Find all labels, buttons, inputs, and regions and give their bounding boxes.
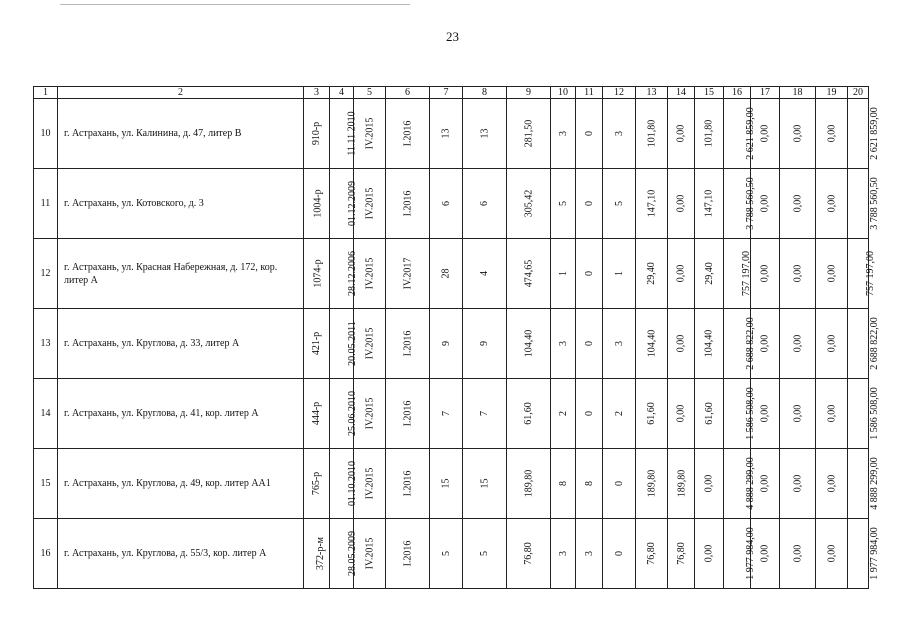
cell-value: 01.10.2010 (347, 461, 358, 506)
table-cell (636, 99, 668, 169)
table-cell (386, 449, 430, 519)
column-number-cell: 17 (751, 87, 780, 99)
page-number: 23 (446, 29, 459, 44)
cell-value: 20.05.2011 (346, 321, 358, 366)
cell-value: 6 (479, 201, 490, 206)
column-number-cell: 10 (551, 87, 576, 99)
cell-value: 0,00 (703, 544, 715, 563)
cell-value: 0,00 (826, 124, 837, 143)
table-cell (354, 449, 386, 519)
cell-value: 13 (440, 128, 452, 139)
table-cell (551, 169, 576, 239)
column-number-cell: 3 (304, 87, 330, 99)
cell-value: 5 (557, 201, 569, 206)
cell-value: 0,00 (759, 334, 771, 353)
column-number-cell: 18 (780, 87, 816, 99)
cell-value: 3 (583, 551, 595, 556)
table-cell (636, 169, 668, 239)
cell-value: 15 (440, 478, 452, 489)
table-cell (386, 519, 430, 589)
table-cell (576, 309, 603, 379)
cell-value: 4 (479, 271, 490, 276)
table-cell (636, 449, 668, 519)
cell-value: IV.2015 (364, 467, 376, 500)
table-cell (354, 239, 386, 309)
cell-value: 2 688 822,00 (868, 317, 880, 370)
table-cell (668, 169, 695, 239)
cell-value: 1 586 508,00 (868, 387, 880, 440)
cell-value: 4 888 299,00 (868, 457, 880, 510)
cell-value: 0,00 (792, 264, 803, 283)
table-cell (507, 169, 551, 239)
column-number-cell: 16 (724, 87, 751, 99)
table-cell (304, 169, 330, 239)
row-number-cell: 10 (34, 99, 58, 169)
address-cell: г. Астрахань, ул. Круглова, д. 49, кор. литер АА1 (58, 449, 304, 519)
table-cell (304, 239, 330, 309)
table-cell (551, 239, 576, 309)
table-cell (576, 519, 603, 589)
table-cell (695, 449, 724, 519)
scan-artifact-line (60, 4, 410, 5)
table-cell (430, 519, 463, 589)
cell-value: 13 (479, 128, 490, 139)
table-cell (848, 99, 880, 169)
table-cell (816, 449, 848, 519)
cell-value: 0,00 (675, 334, 687, 353)
cell-value: 9 (479, 341, 490, 346)
table-cell (816, 519, 848, 589)
cell-value: IV.2015 (364, 257, 376, 290)
table-cell (576, 169, 603, 239)
cell-value: 28.12.2006 (347, 251, 358, 296)
table-cell (430, 309, 463, 379)
column-number-cell: 13 (636, 87, 668, 99)
table-cell (463, 99, 507, 169)
row-number-cell: 14 (34, 379, 58, 449)
cell-value: 910-р (311, 121, 322, 146)
table-cell (724, 309, 756, 379)
table-cell (330, 449, 358, 519)
cell-value: 0,00 (759, 124, 771, 143)
table-cell (668, 379, 695, 449)
cell-value: 372-р-м (315, 537, 326, 570)
cell-value: 29,40 (703, 262, 715, 285)
table-cell (695, 99, 724, 169)
table-cell (304, 379, 330, 449)
column-number-cell: 6 (386, 87, 430, 99)
cell-value: 0,00 (792, 404, 803, 423)
table-cell (816, 239, 848, 309)
table-cell (603, 169, 636, 239)
table-cell (636, 309, 668, 379)
column-number-cell: 9 (507, 87, 551, 99)
cell-value: 0,00 (826, 544, 837, 563)
cell-value: 76,80 (675, 542, 687, 565)
cell-value: I.2016 (402, 120, 413, 147)
cell-value: 0 (583, 341, 595, 346)
table-cell (603, 379, 636, 449)
table-cell (430, 239, 463, 309)
cell-value: 01.12.2009 (347, 181, 358, 226)
table-cell (668, 309, 695, 379)
table-row (34, 519, 869, 589)
cell-value: 11.11.2010 (346, 111, 358, 156)
table-cell (816, 309, 848, 379)
table-cell (354, 99, 386, 169)
cell-value: 104,40 (703, 329, 715, 358)
cell-value: I.2016 (402, 330, 413, 357)
table-cell (354, 169, 386, 239)
row-number-cell: 11 (34, 169, 58, 239)
table-cell (463, 309, 507, 379)
cell-value: 3 (557, 341, 569, 346)
cell-value: 421-р (311, 331, 322, 356)
table-cell (430, 99, 463, 169)
table-cell (576, 449, 603, 519)
cell-value: 0,00 (826, 474, 837, 493)
table-cell (848, 449, 880, 519)
table-row (34, 449, 869, 519)
table-cell (354, 309, 386, 379)
row-number-cell: 12 (34, 239, 58, 309)
row-number-cell: 13 (34, 309, 58, 379)
cell-value: 2 621 859,00 (744, 107, 756, 160)
cell-value: 757 197,00 (741, 251, 752, 296)
cell-value: 25.06.2010 (347, 391, 358, 436)
table-cell (386, 169, 430, 239)
table-cell (551, 99, 576, 169)
table-cell (724, 449, 756, 519)
cell-value: 1 586 508,00 (744, 387, 756, 440)
address-cell: г. Астрахань, ул. Круглова, д. 41, кор. литер А (58, 379, 304, 449)
cell-value: 28 (440, 268, 452, 279)
cell-value: 61,60 (703, 402, 715, 425)
table-cell (636, 239, 668, 309)
address-cell: г. Астрахань, ул. Круглова, д. 55/3, кор. литер А (58, 519, 304, 589)
table-cell (780, 519, 816, 589)
cell-value: 76,80 (646, 542, 657, 565)
table-cell (780, 309, 816, 379)
table-cell (780, 379, 816, 449)
table-cell (463, 379, 507, 449)
cell-value: 1 (613, 271, 625, 276)
table-row (34, 99, 869, 169)
cell-value: 3 (613, 131, 625, 136)
table-cell (551, 309, 576, 379)
table-cell (304, 99, 330, 169)
cell-value: 5 (440, 551, 452, 556)
cell-value: IV.2015 (364, 327, 376, 360)
table-cell (430, 379, 463, 449)
table-cell (330, 379, 358, 449)
cell-value: I.2016 (402, 540, 413, 567)
cell-value: 189,80 (523, 469, 534, 498)
table-cell (463, 239, 507, 309)
column-number-cell: 1 (34, 87, 58, 99)
cell-value: 101,80 (646, 119, 657, 148)
cell-value: 444-р (311, 401, 322, 426)
table-row (34, 169, 869, 239)
cell-value: 0,00 (826, 194, 837, 213)
row-number-cell: 16 (34, 519, 58, 589)
table-cell (463, 519, 507, 589)
cell-value: 8 (557, 481, 569, 486)
table-cell (848, 239, 876, 309)
table-cell (603, 239, 636, 309)
table-cell (551, 449, 576, 519)
table-cell (724, 379, 756, 449)
data-table (33, 86, 880, 589)
cell-value: 0 (613, 481, 625, 486)
table-cell (816, 99, 848, 169)
cell-value: 7 (440, 411, 452, 416)
table-cell (724, 519, 756, 589)
column-number-cell: 19 (816, 87, 848, 99)
table-cell (848, 169, 880, 239)
column-number-cell: 4 (330, 87, 354, 99)
table-cell (603, 519, 636, 589)
table-cell (724, 239, 751, 309)
table-cell (695, 309, 724, 379)
table-cell (551, 519, 576, 589)
cell-value: 15 (479, 478, 490, 489)
table-cell (848, 519, 880, 589)
table-cell (695, 519, 724, 589)
table-cell (507, 379, 551, 449)
cell-value: IV.2015 (364, 537, 376, 570)
address-cell: г. Астрахань, ул. Круглова, д. 33, литер А (58, 309, 304, 379)
cell-value: 76,80 (523, 542, 534, 565)
cell-value: 0,00 (792, 544, 803, 563)
table-cell (463, 169, 507, 239)
table-cell (603, 99, 636, 169)
cell-value: 0 (583, 271, 595, 276)
cell-value: 3 (557, 131, 569, 136)
cell-value: 5 (479, 551, 490, 556)
cell-value: 3 (613, 341, 625, 346)
table-cell (848, 379, 880, 449)
table-cell (507, 519, 551, 589)
cell-value: IV.2017 (401, 257, 413, 290)
table-cell (603, 449, 636, 519)
table-row (34, 309, 869, 379)
cell-value: 1 (557, 271, 569, 276)
column-number-cell: 7 (430, 87, 463, 99)
row-number-cell: 15 (34, 449, 58, 519)
table-cell (816, 379, 848, 449)
table-cell (780, 449, 816, 519)
cell-value: 305,42 (523, 189, 534, 218)
cell-value: I.2016 (402, 470, 413, 497)
address-cell: г. Астрахань, ул. Красная Набережная, д. 172, кор. литер А (58, 239, 304, 309)
table-cell (304, 309, 330, 379)
table-cell (751, 239, 780, 309)
cell-value: 0,00 (792, 194, 803, 213)
table-cell (848, 309, 880, 379)
cell-value: 61,60 (646, 402, 657, 425)
cell-value: 147,10 (646, 189, 657, 218)
table-cell (603, 309, 636, 379)
table-cell (354, 519, 386, 589)
cell-value: 6 (440, 201, 452, 206)
table-cell (507, 449, 551, 519)
table-cell (330, 239, 358, 309)
cell-value: 147,10 (703, 189, 715, 218)
cell-value: 101,80 (703, 119, 715, 148)
cell-value: 7 (479, 411, 490, 416)
cell-value: 765-р (311, 471, 322, 496)
cell-value: 0,00 (675, 264, 687, 283)
table-cell (354, 379, 386, 449)
cell-value: 0,00 (703, 474, 715, 493)
cell-value: 2 621 859,00 (868, 107, 880, 160)
cell-value: 1 977 984,00 (744, 527, 756, 580)
table-cell (386, 309, 430, 379)
table-cell (576, 239, 603, 309)
column-number-cell: 2 (58, 87, 304, 99)
cell-value: 29,40 (646, 262, 657, 285)
table-cell (463, 449, 507, 519)
column-number-cell: 20 (848, 87, 869, 99)
cell-value: 0,00 (792, 474, 803, 493)
cell-value: 61,60 (523, 402, 534, 425)
table-cell (576, 379, 603, 449)
cell-value: IV.2015 (364, 187, 376, 220)
cell-value: 8 (583, 481, 595, 486)
column-number-cell: 5 (354, 87, 386, 99)
table-cell (724, 99, 756, 169)
cell-value: 0 (583, 131, 595, 136)
table-cell (507, 309, 551, 379)
table-cell (551, 379, 576, 449)
cell-value: 0,00 (675, 194, 687, 213)
cell-value: 2 (613, 411, 625, 416)
cell-value: 0 (583, 201, 595, 206)
column-number-cell: 14 (668, 87, 695, 99)
table-cell (668, 519, 695, 589)
cell-value: 757 197,00 (865, 251, 876, 296)
cell-value: 0,00 (759, 264, 771, 283)
address-cell: г. Астрахань, ул. Котовского, д. 3 (58, 169, 304, 239)
table-cell (636, 379, 668, 449)
table-cell (386, 239, 430, 309)
table-cell (330, 169, 358, 239)
cell-value: 281,50 (523, 119, 534, 148)
table-cell (386, 379, 430, 449)
table-cell (668, 449, 695, 519)
cell-value: IV.2015 (364, 397, 376, 430)
table-cell (430, 449, 463, 519)
cell-value: 104,40 (523, 329, 534, 358)
table-row (34, 379, 869, 449)
table-cell (430, 169, 463, 239)
cell-value: 104,40 (646, 329, 657, 358)
cell-value: IV.2015 (364, 117, 376, 150)
cell-value: 2 (557, 411, 569, 416)
column-number-cell: 11 (576, 87, 603, 99)
cell-value: 28.05.2009 (347, 531, 358, 576)
table-cell (668, 99, 695, 169)
table-cell (330, 519, 358, 589)
cell-value: I.2016 (402, 400, 413, 427)
cell-value: 0,00 (675, 124, 687, 143)
cell-value: 2 688 822,00 (744, 317, 756, 370)
table-cell (330, 309, 358, 379)
column-number-cell: 12 (603, 87, 636, 99)
table-cell (816, 169, 848, 239)
cell-value: 189,80 (676, 469, 688, 498)
cell-value: 0,00 (759, 474, 771, 493)
table-cell (780, 99, 816, 169)
cell-value: 5 (613, 201, 625, 206)
table-cell (695, 239, 724, 309)
cell-value: 189,80 (646, 469, 657, 498)
cell-value: 0 (613, 551, 625, 556)
cell-value: 0 (583, 411, 595, 416)
cell-value: 0,00 (792, 124, 803, 143)
table-cell (724, 169, 756, 239)
cell-value: 0,00 (675, 404, 687, 423)
cell-value: 3 788 560,50 (868, 177, 880, 230)
table-cell (695, 379, 724, 449)
table-cell (576, 99, 603, 169)
cell-value: 0,00 (759, 194, 771, 213)
table-cell (636, 519, 668, 589)
cell-value: 0,00 (759, 544, 771, 563)
table-row (34, 239, 869, 309)
table-cell (668, 239, 695, 309)
cell-value: 9 (440, 341, 452, 346)
table-cell (330, 99, 358, 169)
table-cell (507, 99, 551, 169)
cell-value: 0,00 (826, 264, 837, 283)
table-cell (386, 99, 430, 169)
table-cell (780, 169, 816, 239)
table-cell (304, 519, 330, 589)
table-cell (507, 239, 551, 309)
column-number-cell: 8 (463, 87, 507, 99)
cell-value: 3 (557, 551, 569, 556)
column-number-cell: 15 (695, 87, 724, 99)
cell-value: 1 977 984,00 (868, 527, 880, 580)
cell-value: 0,00 (826, 404, 837, 423)
table-cell (304, 449, 330, 519)
cell-value: 1004-р (312, 189, 324, 218)
cell-value: 0,00 (826, 334, 837, 353)
cell-value: 3 788 560,50 (744, 177, 756, 230)
cell-value: 0,00 (792, 334, 803, 353)
cell-value: 474,65 (523, 259, 534, 288)
address-cell: г. Астрахань, ул. Калинина, д. 47, литер В (58, 99, 304, 169)
cell-value: I.2016 (402, 190, 413, 217)
cell-value: 0,00 (759, 404, 771, 423)
table-cell (780, 239, 816, 309)
cell-value: 4 888 299,00 (744, 457, 756, 510)
table-cell (695, 169, 724, 239)
column-number-row (34, 87, 869, 99)
cell-value: 1074-р (312, 259, 324, 288)
